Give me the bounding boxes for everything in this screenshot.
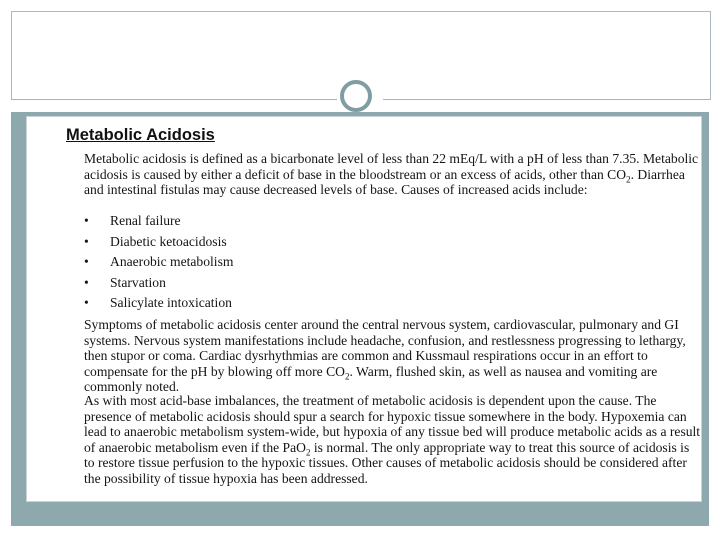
intro-text-a: Metabolic acidosis is defined as a bicarbonate level of less than 22 mEq/L with a pH of less than 7.35. Metabolic acidosis is caused by either a deficit of base in the bloodstream or an excess of acids, other than CO <box>84 151 699 182</box>
bullet-icon: • <box>84 254 89 270</box>
bullet-icon: • <box>84 274 89 290</box>
cause-text: Anaerobic metabolism <box>110 254 234 270</box>
intro-paragraph <box>84 151 702 198</box>
treatment-paragraph <box>84 393 702 487</box>
symptoms-text-a: Symptoms of metabolic acidosis center around the central nervous system, cardiovascular, pulmonary and GI systems. Nervous system manifestations include headache, confusion, and restlessness progressing to lethargy, then stupor or coma. Cardiac dysrhythmias are common and Kussmaul respirations occur in an effort to compensate for the pH by blowing off more CO <box>84 317 686 379</box>
cause-text: Starvation <box>110 274 166 290</box>
bullet-icon: • <box>84 213 89 228</box>
bullet-icon: • <box>84 295 89 311</box>
cause-text: Salicylate intoxication <box>110 295 232 311</box>
circle-ornament-icon <box>340 80 372 112</box>
document-heading: Metabolic Acidosis <box>66 126 215 144</box>
bullet-icon: • <box>84 233 89 249</box>
cause-text: Renal failure <box>110 213 181 228</box>
treatment-text-b: is normal. The only appropriate way to treat this source of acidosis is to restore tissue perfusion to the hypoxic tissues. Other causes of metabolic acidosis should be considered after the possibility of tissue hypoxia has been addressed. <box>84 439 690 486</box>
header-divider-left <box>11 99 337 100</box>
intro-subscript: 2 <box>626 174 631 185</box>
intro-text-b: . Diarrhea and intestinal fistulas may cause decreased levels of base. Causes of increased acids include: <box>84 166 685 198</box>
list-item <box>84 213 584 234</box>
causes-list <box>84 213 584 316</box>
symptoms-subscript: 2 <box>345 371 350 382</box>
treatment-text-a: As with most acid-base imbalances, the treatment of metabolic acidosis is dependent upon the cause. The presence of metabolic acidosis should spur a search for hypoxic tissue somewhere in the body. Hypoxemia can lead to anaerobic metabolism system-wide, but hypoxia of any tissue bed will produce metabolic acids as a result of anaerobic metabolism even if the PaO <box>84 393 701 455</box>
document-image <box>26 116 702 502</box>
list-item <box>84 275 584 296</box>
list-item <box>84 295 584 316</box>
list-item <box>84 234 584 255</box>
cause-text: Diabetic ketoacidosis <box>110 233 227 249</box>
treatment-subscript: 2 <box>305 447 311 458</box>
list-item <box>84 254 584 275</box>
header-divider-right <box>383 99 710 100</box>
symptoms-paragraph <box>84 317 702 395</box>
symptoms-text-b: . Warm, flushed skin, as well as nausea and vomiting are commonly noted. <box>84 363 658 395</box>
